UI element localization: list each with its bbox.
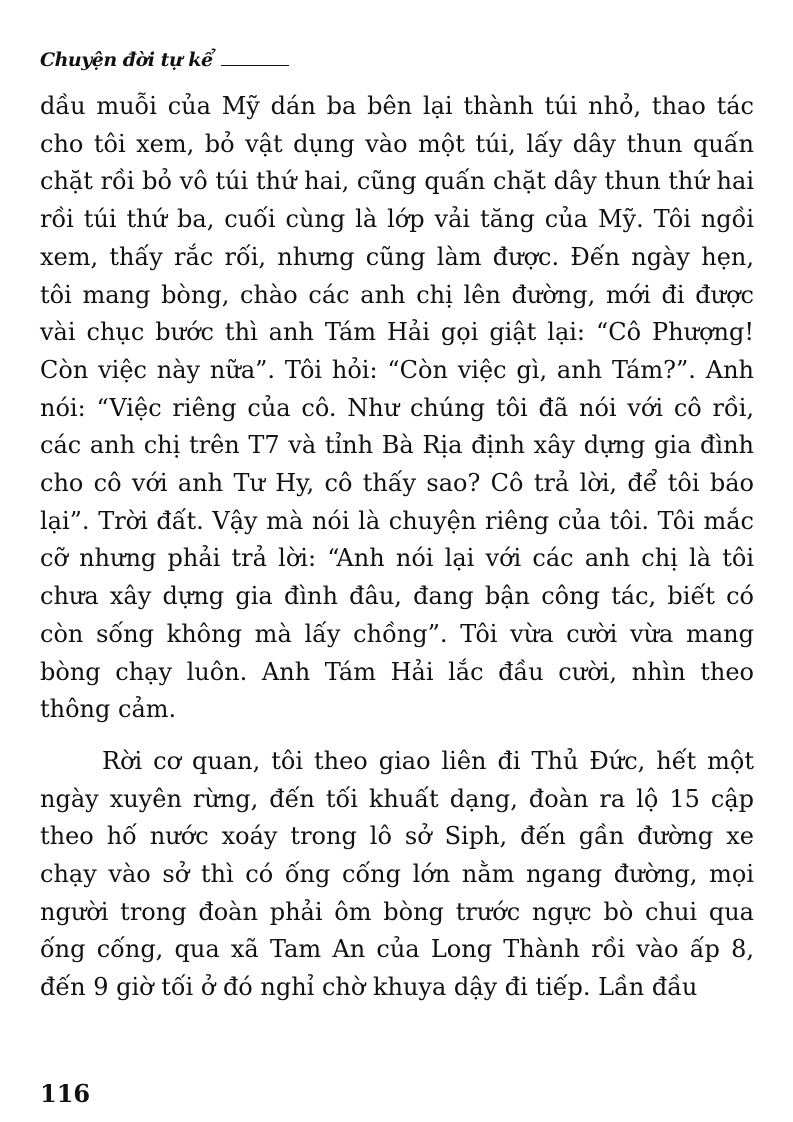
running-header-title: Chuyện đời tự kể — [40, 49, 213, 71]
running-header-rule — [221, 65, 289, 66]
running-header — [40, 40, 289, 72]
paragraph-continued: dầu muỗi của Mỹ dán ba bên lại thành túi nhỏ, thao tác cho tôi xem, bỏ vật dụng vào một túi, lấy dây thun quấn chặt rồi bỏ vô túi thứ hai, cũng quấn chặt dây thun thứ hai rồi túi thứ ba, cuối cùng là lớp vải tăng của Mỹ. Tôi ngồi xem, thấy rắc rối, nhưng cũng làm được. Đến ngày hẹn, tôi mang bòng, chào các anh chị lên đường, mới đi được vài chục bước thì anh Tám Hải gọi giật lại: “Cô Phượng! Còn việc này nữa”. Tôi hỏi: “Còn việc gì, anh Tám?”. Anh nói: “Việc riêng của cô. Như chúng tôi đã nói với cô rồi, các anh chị trên T7 và tỉnh Bà Rịa định xây dựng gia đình cho cô với anh Tư Hy, cô thấy sao? Cô trả lời, để tôi báo lại”. Trời đất. Vậy mà nói là chuyện riêng của tôi. Tôi mắc cỡ nhưng phải trả lời: “Anh nói lại với các anh chị là tôi chưa xây dựng gia đình đâu, đang bận công tác, biết có còn sống không mà lấy chồng”. Tôi vừa cười vừa mang bòng chạy luôn. Anh Tám Hải lắc đầu cười, nhìn theo thông cảm. — [40, 92, 754, 724]
paragraph: Rời cơ quan, tôi theo giao liên đi Thủ Đức, hết một ngày xuyên rừng, đến tối khuất dạng, đoàn ra lộ 15 cập theo hố nước xoáy trong lô sở Siph, đến gần đường xe chạy vào sở thì có ống cống lớn nằm ngang đường, mọi người trong đoàn phải ôm bòng trước ngực bò chui qua ống cống, qua xã Tam An của Long Thành rồi vào ấp 8, đến 9 giờ tối ở đó nghỉ chờ khuya dậy đi tiếp. Lần đầu — [40, 746, 754, 1002]
body-text — [40, 88, 754, 1007]
page-number: 116 — [40, 1079, 91, 1108]
